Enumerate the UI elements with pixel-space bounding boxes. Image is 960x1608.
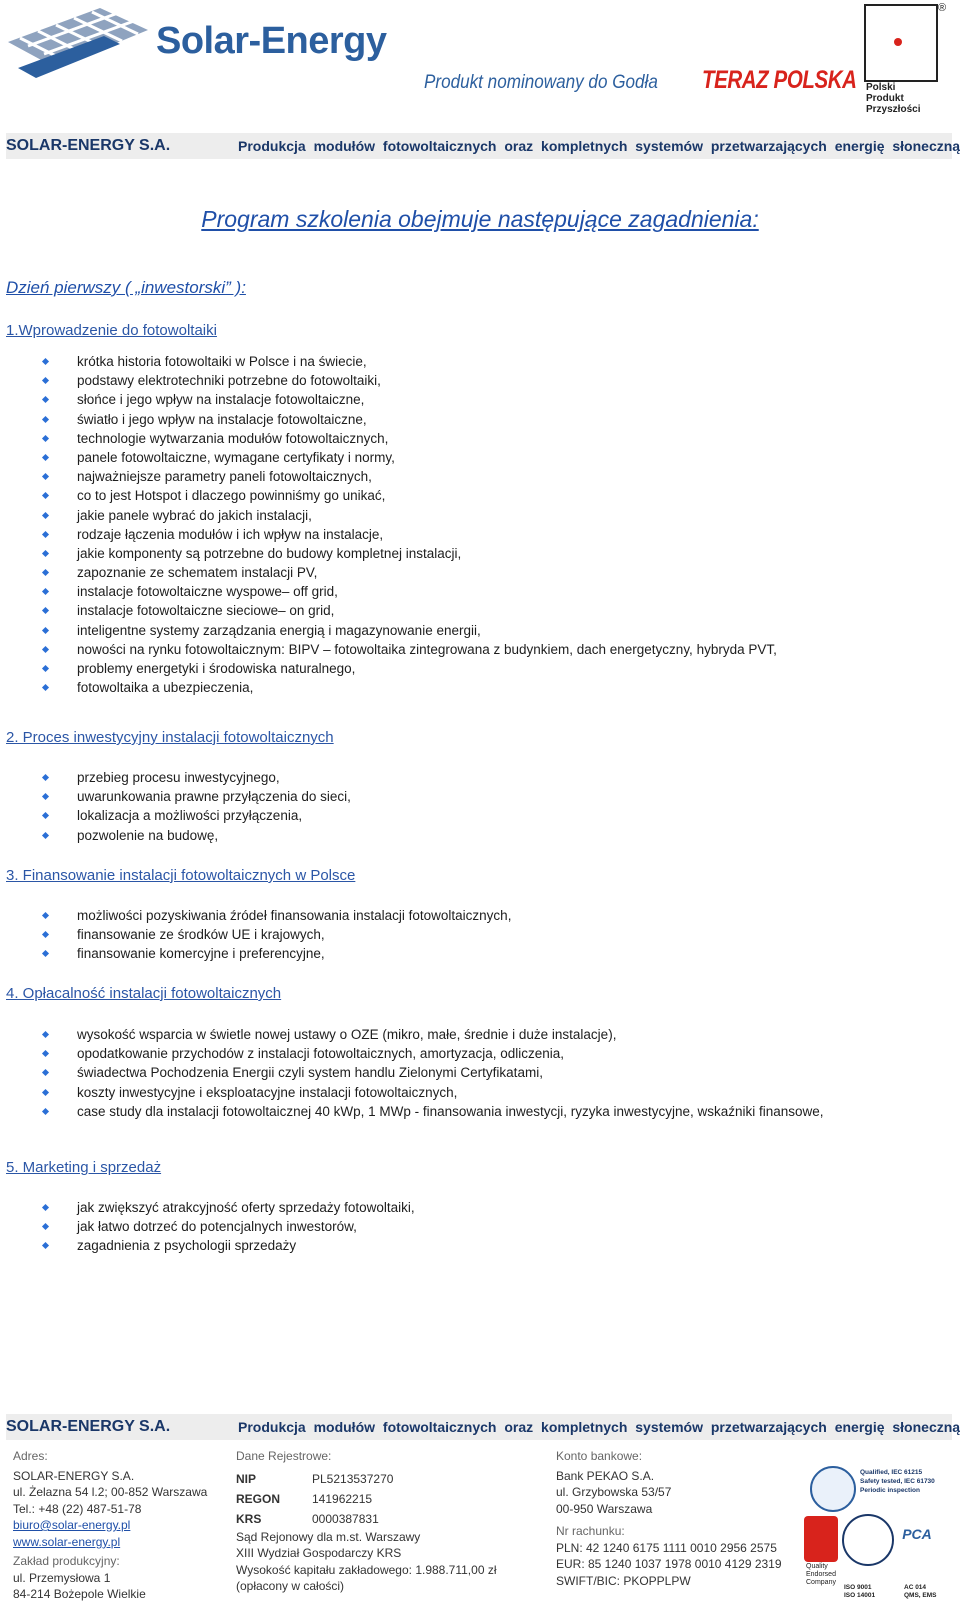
list-item: jakie panele wybrać do jakich instalacji, xyxy=(40,506,777,525)
list-item: uwarunkowania prawne przyłączenia do sieci, xyxy=(40,787,351,806)
section-1-heading: 1.Wprowadzenie do fotowoltaiki xyxy=(6,322,217,339)
teraz-polska-logo: TERAZ POLSKA xyxy=(702,66,857,94)
pca-logo: PCA xyxy=(902,1526,932,1542)
tuv-line: Qualified, IEC 61215 xyxy=(860,1469,923,1476)
list-item: lokalizacja a możliwości przyłączenia, xyxy=(40,806,351,825)
address-tel: Tel.: +48 (22) 487-51-78 xyxy=(13,1501,142,1516)
footer-registry xyxy=(236,1448,497,1595)
solar-energy-logo xyxy=(8,0,388,96)
address-company: SOLAR-ENERGY S.A. xyxy=(13,1468,135,1483)
nip-row xyxy=(236,1469,497,1489)
list-item: instalacje fotowoltaiczne wyspowe– off grid, xyxy=(40,582,777,601)
krs-key: KRS xyxy=(236,1511,262,1526)
company-band-top xyxy=(6,133,960,159)
list-item: krótka historia fotowoltaiki w Polsce i na świecie, xyxy=(40,352,777,371)
address-street: ul. Żelazna 54 l.2; 00-852 Warszawa xyxy=(13,1485,208,1499)
list-item: podstawy elektrotechniki potrzebne do fotowoltaiki, xyxy=(40,371,777,390)
list-item: case study dla instalacji fotowoltaicznej 40 kWp, 1 MWp - finansowania inwestycji, ryzyka inwestycyjne, wskaźniki finansowe, xyxy=(40,1102,824,1121)
plant-city: 84-214 Bożepole Wielkie xyxy=(13,1587,146,1601)
list-item: światło i jego wpływ na instalacje fotowoltaiczne, xyxy=(40,410,777,429)
account-eur: EUR: 85 1240 1037 1978 0010 4129 2319 xyxy=(556,1557,782,1571)
list-item: finansowanie komercyjne i preferencyjne, xyxy=(40,944,511,963)
plant-label: Zakład produkcyjny: xyxy=(13,1554,120,1568)
list-item: co to jest Hotspot i dlaczego powinniśmy go unikać, xyxy=(40,486,777,505)
bank-street: ul. Grzybowska 53/57 xyxy=(556,1485,672,1499)
list-item: możliwości pozyskiwania źródeł finansowania instalacji fotowoltaicznych, xyxy=(40,906,511,925)
bank-city: 00-950 Warszawa xyxy=(556,1501,653,1516)
bank-name: Bank PEKAO S.A. xyxy=(556,1468,655,1483)
regon-key: REGON xyxy=(236,1491,281,1506)
list-item: zagadnienia z psychologii sprzedaży xyxy=(40,1236,415,1255)
list-item: fotowoltaika a ubezpieczenia, xyxy=(40,678,777,697)
registry-capital: Wysokość kapitału zakładowego: 1.988.711,00 zł xyxy=(236,1562,497,1577)
logo-wordmark: Solar-Energy xyxy=(156,20,387,62)
registry-dept: XIII Wydział Gospodarczy KRS xyxy=(236,1546,402,1560)
list-item: przebieg procesu inwestycyjnego, xyxy=(40,768,351,787)
section-3-list xyxy=(40,906,511,964)
iso-caption: ISO 9001 ISO 14001 xyxy=(844,1584,876,1599)
quality-line: Quality xyxy=(806,1563,828,1570)
section-4-list xyxy=(40,1025,824,1121)
krs-row xyxy=(236,1509,497,1529)
list-item: technologie wytwarzania modułów fotowoltaicznych, xyxy=(40,429,777,448)
list-item: opodatkowanie przychodów z instalacji fotowoltaicznych, amortyzacja, odliczenia, xyxy=(40,1044,824,1063)
list-item: świadectwa Pochodzenia Energii czyli system handlu Zielonymi Certyfikatami, xyxy=(40,1063,824,1082)
list-item: słońce i jego wpływ na instalacje fotowoltaiczne, xyxy=(40,390,777,409)
address-label: Adres: xyxy=(13,1449,48,1463)
band-company-name: SOLAR-ENERGY S.A. xyxy=(6,137,171,154)
list-item: jakie komponenty są potrzebne do budowy kompletnej instalacji, xyxy=(40,544,777,563)
account-label: Nr rachunku: xyxy=(556,1524,625,1538)
page-title: Program szkolenia obejmuje następujące zagadnienia: xyxy=(201,206,759,232)
list-item: jak łatwo dotrzeć do potencjalnych inwestorów, xyxy=(40,1217,415,1236)
email-link[interactable]: biuro@solar-energy.pl xyxy=(13,1518,131,1532)
list-item: zapoznanie ze schematem instalacji PV, xyxy=(40,563,777,582)
tuv-line: Periodic inspection xyxy=(860,1487,920,1494)
list-item: rodzaje łączenia modułów i ich wpływ na instalacje, xyxy=(40,525,777,544)
list-item: instalacje fotowoltaiczne sieciowe– on grid, xyxy=(40,601,777,620)
regon-row xyxy=(236,1489,497,1509)
account-pln: PLN: 42 1240 6175 1111 0010 2956 2575 xyxy=(556,1540,777,1555)
nominated-caption: Produkt nominowany do Godła xyxy=(424,72,658,93)
list-item: problemy energetyki i środowiska naturalnego, xyxy=(40,659,777,678)
section-5-list xyxy=(40,1198,415,1256)
nip-key: NIP xyxy=(236,1471,257,1486)
footer-address xyxy=(13,1448,207,1603)
swift-code: SWIFT/BIC: PKOPPLPW xyxy=(556,1573,691,1588)
list-item: wysokość wsparcia w świetle nowej ustawy o OZE (mikro, małe, średnie i duże instalacje), xyxy=(40,1025,824,1044)
pca-caption: AC 014 QMS, EMS xyxy=(904,1584,937,1599)
quality-seal-icon xyxy=(804,1516,838,1562)
registered-mark: ® xyxy=(938,2,947,14)
red-dot-icon xyxy=(894,38,902,46)
list-item: pozwolenie na budowę, xyxy=(40,826,351,845)
section-1-list xyxy=(40,352,777,697)
certificates-panel xyxy=(804,1464,954,1608)
section-2-heading: 2. Proces inwestycyjny instalacji fotowoltaicznych xyxy=(6,729,334,746)
registry-paid: (opłacony w całości) xyxy=(236,1579,345,1593)
band-tagline: Produkcja modułów fotowoltaicznych oraz kompletnych systemów przetwarzających energię słoneczną xyxy=(238,1419,960,1435)
list-item: najważniejsze parametry paneli fotowoltaicznych, xyxy=(40,467,777,486)
list-item: finansowanie ze środków UE i krajowych, xyxy=(40,925,511,944)
band-company-name: SOLAR-ENERGY S.A. xyxy=(6,1418,171,1435)
list-item: panele fotowoltaiczne, wymagane certyfikaty i normy, xyxy=(40,448,777,467)
registry-court: Sąd Rejonowy dla m.st. Warszawy xyxy=(236,1529,421,1544)
list-item: inteligentne systemy zarządzania energią i magazynowanie energii, xyxy=(40,621,777,640)
ppp-caption: Polski Produkt Przyszłości xyxy=(866,82,921,115)
tuv-certs xyxy=(860,1468,935,1495)
krs-value: 0000387831 xyxy=(312,1511,379,1526)
website-link[interactable]: www.solar-energy.pl xyxy=(13,1534,121,1549)
section-3-heading: 3. Finansowanie instalacji fotowoltaicznych w Polsce xyxy=(6,867,356,884)
nip-value: PL5213537270 xyxy=(312,1471,394,1486)
iso-seal-icon xyxy=(842,1514,894,1566)
list-item: jak zwiększyć atrakcyjność oferty sprzedaży fotowoltaiki, xyxy=(40,1198,415,1217)
quality-line: Endorsed xyxy=(806,1571,836,1578)
bank-label: Konto bankowe: xyxy=(556,1449,643,1463)
section-5-heading: 5. Marketing i sprzedaż xyxy=(6,1159,162,1176)
tuv-seal-icon xyxy=(810,1466,856,1512)
quality-caption xyxy=(806,1563,836,1587)
section-4-heading: 4. Opłacalność instalacji fotowoltaicznych xyxy=(6,985,282,1002)
regon-value: 141962215 xyxy=(312,1491,373,1506)
registry-label: Dane Rejestrowe: xyxy=(236,1449,332,1463)
footer-bank xyxy=(556,1448,782,1589)
tuv-line: Safety tested, IEC 61730 xyxy=(860,1478,935,1485)
band-tagline: Produkcja modułów fotowoltaicznych oraz kompletnych systemów przetwarzających energię słoneczną xyxy=(238,138,960,154)
company-band-bottom xyxy=(6,1414,960,1440)
section-2-list xyxy=(40,768,351,845)
solar-panel-logo-icon xyxy=(8,0,158,96)
list-item: nowości na rynku fotowoltaicznym: BIPV – fotowoltaika zintegrowana z budynkiem, dach energetyczny, hybryda PVT, xyxy=(40,640,777,659)
quality-line: Company xyxy=(806,1579,836,1586)
polski-produkt-przyszlosci-logo xyxy=(864,2,947,115)
plant-street: ul. Przemysłowa 1 xyxy=(13,1570,111,1585)
day-heading: Dzień pierwszy ( „inwestorski” ): xyxy=(6,278,246,297)
list-item: koszty inwestycyjne i eksploatacyjne instalacji fotowoltaicznych, xyxy=(40,1083,824,1102)
